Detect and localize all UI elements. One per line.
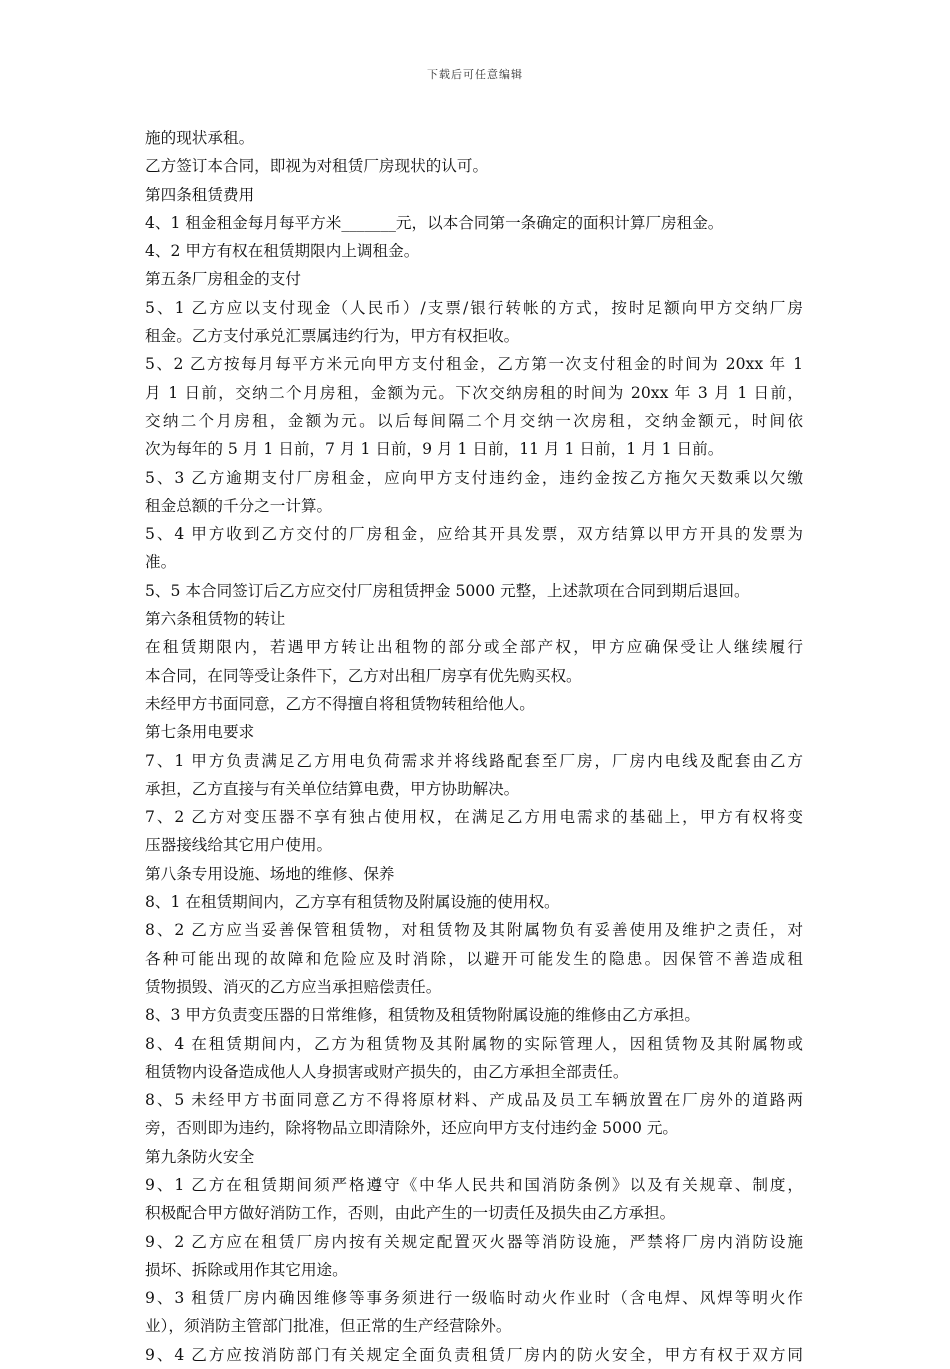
text-line: 8、5 未经甲方书面同意乙方不得将原材料、产成品及员工车辆放置在厂房外的道路两 [145, 1091, 803, 1110]
text-line: 未经甲方书面同意，乙方不得擅自将租赁物转租给他人。 [145, 694, 535, 713]
text-line: 7、2 乙方对变压器不享有独占使用权，在满足乙方用电需求的基础上，甲方有权将变 [145, 808, 803, 827]
text-line: 业），须消防主管部门批准，但正常的生产经营除外。 [145, 1317, 512, 1336]
text-line: 月 1 日前，交纳二个月房租，金额为元。下次交纳房租的时间为 20xx 年 3 月 1 日前， [145, 383, 803, 402]
text-line: 本合同，在同等受让条件下，乙方对出租厂房享有优先购买权。 [145, 666, 582, 685]
text-line: 第六条租赁物的转让 [145, 610, 286, 629]
text-line: 第七条用电要求 [145, 723, 255, 742]
text-line: 4、1 租金租金每月每平方米_______元，以本合同第一条确定的面积计算厂房租金。 [145, 213, 724, 232]
text-line: 施的现状承租。 [145, 129, 255, 147]
text-line: 9、2 乙方应在租赁厂房内按有关规定配置灭火器等消防设施，严禁将厂房内消防设施 [145, 1232, 803, 1251]
text-line: 5、2 乙方按每月每平方米元向甲方支付租金，乙方第一次支付租金的时间为 20xx 年 1 [145, 355, 803, 374]
text-line: 次为每年的 5 月 1 日前，7 月 1 日前，9 月 1 日前，11 月 1 日前，1 月 1 日前。 [145, 440, 724, 459]
text-line: 9、1 乙方在租赁期间须严格遵守《中华人民共和国消防条例》以及有关规章、制度， [145, 1175, 803, 1194]
text-line: 8、2 乙方应当妥善保管租赁物，对租赁物及其附属物负有妥善使用及维护之责任，对 [145, 921, 803, 940]
text-line: 第五条厂房租金的支付 [145, 270, 301, 289]
text-line: 旁，否则即为违约，除将物品立即清除外，还应向甲方支付违约金 5000 元。 [145, 1119, 679, 1138]
text-line: 损坏、拆除或用作其它用途。 [145, 1260, 348, 1279]
document-body [145, 124, 803, 1369]
text-line: 承担，乙方直接与有关单位结算电费，甲方协助解决。 [145, 779, 520, 798]
text-line: 5、4 甲方收到乙方交付的厂房租金，应给其开具发票，双方结算以甲方开具的发票为 [145, 525, 803, 544]
text-line: 租金。乙方支付承兑汇票属违约行为，甲方有权拒收。 [145, 327, 520, 346]
text-line: 第四条租赁费用 [145, 185, 255, 204]
page-header: 下载后可任意编辑 [427, 68, 523, 81]
text-line: 8、4 在租赁期间内，乙方为租赁物及其附属物的实际管理人，因租赁物及其附属物或 [145, 1034, 803, 1053]
text-line: 各种可能出现的故障和危险应及时消除，以避开可能发生的隐患。因保管不善造成租 [145, 949, 803, 968]
text-line: 积极配合甲方做好消防工作，否则，由此产生的一切责任及损失由乙方承担。 [145, 1204, 676, 1223]
text-line: 8、3 甲方负责变压器的日常维修，租赁物及租赁物附属设施的维修由乙方承担。 [145, 1006, 700, 1025]
text-line: 5、5 本合同签订后乙方应交付厂房租赁押金 5000 元整，上述款项在合同到期后退回。 [145, 581, 750, 600]
text-line: 赁物损毁、消灭的乙方应当承担赔偿责任。 [145, 977, 442, 996]
text-line: 5、1 乙方应以支付现金（人民币）/支票/银行转帐的方式，按时足额向甲方交纳厂房 [145, 298, 803, 317]
text-line: 租赁物内设备造成他人人身损害或财产损失的，由乙方承担全部责任。 [145, 1062, 629, 1081]
text-line: 7、1 甲方负责满足乙方用电负荷需求并将线路配套至厂房，厂房内电线及配套由乙方 [145, 751, 803, 770]
text-line: 4、2 甲方有权在租赁期限内上调租金。 [145, 242, 420, 261]
text-line: 9、3 租赁厂房内确因维修等事务须进行一级临时动火作业时（含电焊、风焊等明火作 [145, 1289, 803, 1308]
text-line: 第九条防火安全 [145, 1147, 255, 1166]
text-line: 9、4 乙方应按消防部门有关规定全面负责租赁厂房内的防火安全，甲方有权于双方同 [145, 1345, 803, 1364]
text-line: 准。 [145, 553, 177, 572]
text-line: 压器接线给其它用户使用。 [145, 836, 333, 855]
text-line: 交纳二个月房租，金额为元。以后每间隔二个月交纳一次房租，交纳金额元，时间依 [145, 411, 803, 430]
text-line: 8、1 在租赁期间内，乙方享有租赁物及附属设施的使用权。 [145, 893, 560, 912]
text-line: 乙方签订本合同，即视为对租赁厂房现状的认可。 [145, 157, 489, 176]
text-line: 在租赁期限内，若遇甲方转让出租物的部分或全部产权，甲方应确保受让人继续履行 [145, 638, 803, 657]
text-line: 租金总额的千分之一计算。 [145, 496, 333, 515]
text-line: 5、3 乙方逾期支付厂房租金，应向甲方支付违约金，违约金按乙方拖欠天数乘以欠缴 [145, 468, 803, 487]
text-line: 第八条专用设施、场地的维修、保养 [145, 864, 395, 883]
